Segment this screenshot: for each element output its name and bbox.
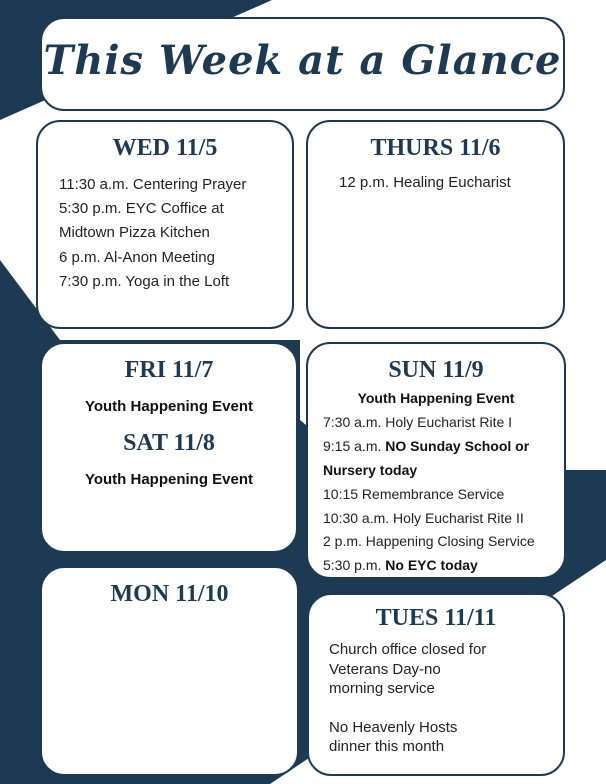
- sun-heading: SUN 11/9: [388, 357, 484, 383]
- tues-line: dinner this month: [329, 738, 445, 755]
- thurs-heading: THURS 11/6: [370, 135, 501, 161]
- wed-card: [36, 120, 294, 329]
- tues-heading: TUES 11/11: [375, 605, 497, 631]
- sun-line-bold: NO Sunday School or: [385, 438, 530, 454]
- sun-line-time: 5:30 p.m.: [323, 557, 382, 573]
- tues-line: morning service: [329, 680, 435, 697]
- sun-line: 2 p.m. Happening Closing Service: [323, 533, 535, 549]
- wed-line: 5:30 p.m. EYC Coffice at: [59, 200, 224, 217]
- sun-line: 7:30 a.m. Holy Eucharist Rite I: [323, 414, 513, 430]
- tues-line: No Heavenly Hosts: [329, 719, 458, 736]
- wed-line: 11:30 a.m. Centering Prayer: [59, 176, 247, 193]
- wed-line: 7:30 p.m. Yoga in the Loft: [59, 273, 230, 290]
- wed-heading: WED 11/5: [112, 135, 218, 161]
- tues-line: Veterans Day-no: [329, 661, 441, 678]
- thurs-line: 12 p.m. Healing Eucharist: [339, 174, 511, 191]
- wed-line: Midtown Pizza Kitchen: [59, 224, 210, 241]
- sun-line: [323, 557, 478, 573]
- tues-card: [307, 593, 565, 776]
- fri-sat-card: [40, 342, 298, 553]
- page-title: This Week at a Glance: [43, 37, 562, 84]
- wed-line: 6 p.m. Al-Anon Meeting: [59, 249, 215, 266]
- thurs-card: [306, 120, 565, 329]
- sun-line: 10:30 a.m. Holy Eucharist Rite II: [323, 510, 524, 526]
- sun-line-bold: Nursery today: [323, 462, 418, 478]
- sat-event: Youth Happening Event: [84, 471, 254, 488]
- sun-event: Youth Happening Event: [357, 390, 515, 406]
- sun-line: 10:15 Remembrance Service: [323, 486, 505, 502]
- title-card: [40, 17, 565, 111]
- fri-event: Youth Happening Event: [84, 398, 254, 415]
- sun-line: [323, 462, 417, 478]
- sun-line: [323, 438, 529, 454]
- mon-card: [40, 566, 299, 776]
- sun-line-bold: No EYC today: [385, 557, 478, 573]
- tues-line: Church office closed for: [329, 641, 487, 658]
- sun-line-time: 9:15 a.m.: [323, 438, 382, 454]
- sat-heading: SAT 11/8: [123, 430, 215, 456]
- mon-heading: MON 11/10: [110, 581, 229, 607]
- sun-card: [306, 342, 566, 579]
- fri-heading: FRI 11/7: [124, 357, 214, 383]
